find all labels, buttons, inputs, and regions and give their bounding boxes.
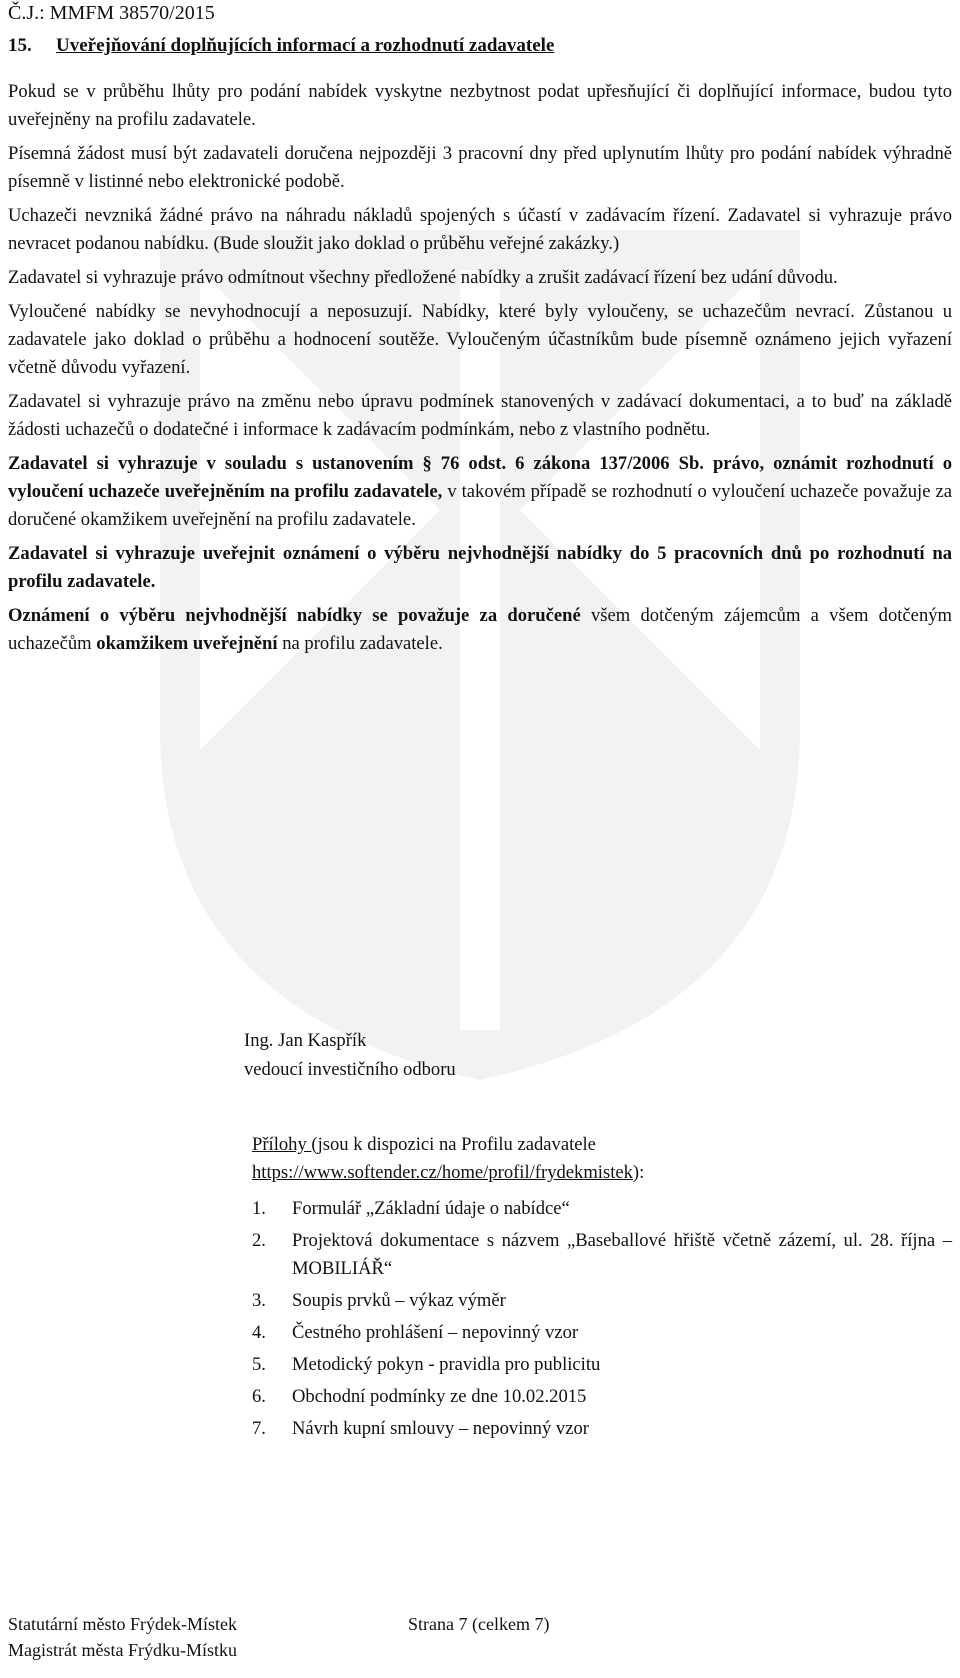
selection-delivery-text-1: všem dotčeným zájemcům a všem dotčeným uchazečům	[8, 605, 952, 654]
list-item	[252, 1351, 952, 1379]
profile-link[interactable]: https://www.softender.cz/home/profil/frydekmistek	[252, 1162, 633, 1183]
list-item-text: Čestného prohlášení – nepovinný vzor	[292, 1322, 579, 1343]
attachments-intro: (jsou k dispozici na Profilu zadavatele	[311, 1134, 596, 1155]
footer-office: Magistrát města Frýdku-Místku	[8, 1640, 237, 1660]
attachments-outro: ):	[632, 1162, 645, 1183]
list-item	[252, 1227, 952, 1283]
paragraph-selection-publication	[8, 540, 952, 596]
list-item-text: Metodický pokyn - pravidla pro publicitu	[292, 1354, 601, 1375]
list-item-number: 7.	[252, 1418, 266, 1439]
list-item	[252, 1319, 952, 1347]
list-item-number: 4.	[252, 1322, 266, 1343]
paragraph-reject-all: Zadavatel si vyhrazuje právo odmítnout všechny předložené nabídky a zrušit zadávací řízení bez udání důvodu.	[8, 267, 838, 288]
list-item	[252, 1195, 952, 1223]
list-item-text: Obchodní podmínky ze dne 10.02.2015	[292, 1386, 587, 1407]
list-item	[252, 1415, 952, 1443]
list-item-text: Formulář „Základní údaje o nabídce“	[292, 1198, 570, 1219]
section-heading	[8, 35, 554, 57]
paragraph-additional-info: Pokud se v průběhu lhůty pro podání nabídek vyskytne nezbytnost podat upřesňující či doplňující informace, budou tyto uveřejněny na profilu zadavatele.	[8, 81, 952, 130]
selection-delivery-text-2: na profilu zadavatele.	[277, 633, 443, 654]
signatory-name: Ing. Jan Kaspřík	[244, 1030, 367, 1051]
exclusion-notice-rest: v takovém případě se rozhodnutí o vyloučení uchazeče považuje za doručené okamžikem uveřejnění na profilu zadavatele.	[8, 481, 952, 530]
signature-block	[244, 1026, 456, 1084]
list-item	[252, 1383, 952, 1411]
paragraph-excluded-offers: Vyloučené nabídky se nevyhodnocují a neposuzují. Nabídky, které byly vyloučeny, se uchazečům nevrací. Zůstanou u zadavatele jako doklad o průběhu a hodnocení soutěže. Vyloučeným účastníkům bude písemně oznámeno jejich vyřazení včetně důvodu vyřazení.	[8, 301, 952, 378]
document-body	[8, 78, 952, 664]
attachments-label: Přílohy	[252, 1134, 312, 1155]
paragraph-written-request: Písemná žádost musí být zadavateli doručena nejpozději 3 pracovní dny před uplynutím lhůty pro podání nabídek výhradně písemně v listinné nebo elektronické podobě.	[8, 143, 952, 192]
page-number: Strana 7 (celkem 7)	[408, 1614, 550, 1634]
list-item-number: 1.	[252, 1198, 266, 1219]
selection-delivery-bold-2: okamžikem uveřejnění	[96, 633, 278, 654]
attachments-title	[252, 1131, 952, 1187]
footer-city: Statutární město Frýdek-Místek	[8, 1614, 237, 1634]
section-number: 15.	[8, 35, 32, 56]
list-item-text: Návrh kupní smlouvy – nepovinný vzor	[292, 1418, 589, 1439]
selection-publication-bold: Zadavatel si vyhrazuje uveřejnit oznámení o výběru nejvhodnější nabídky do 5 pracovních dnů po rozhodnutí na profilu zadavatele.	[8, 543, 952, 592]
list-item-number: 6.	[252, 1386, 266, 1407]
section-title: Uveřejňování doplňujících informací a rozhodnutí zadavatele	[56, 35, 555, 56]
document-number: Č.J.: MMFM 38570/2015	[8, 2, 215, 24]
attachments-section	[252, 1131, 952, 1447]
exclusion-notice-bold: Zadavatel si vyhrazuje v souladu s ustanovením § 76 odst. 6 zákona 137/2006 Sb. právo, oznámit rozhodnutí o vyloučení uchazeče uveřejněním na profilu zadavatele,	[8, 453, 952, 502]
page-footer	[8, 1611, 952, 1663]
paragraph-no-compensation: Uchazeči nevzniká žádné právo na náhradu nákladů spojených s účastí v zadávacím řízení. Zadavatel si vyhrazuje právo nevracet podanou nabídku. (Bude sloužit jako doklad o průběhu veřejné zakázky.)	[8, 205, 952, 254]
attachments-list	[252, 1195, 952, 1443]
paragraph-change-conditions: Zadavatel si vyhrazuje právo na změnu nebo úpravu podmínek stanovených v zadávací dokumentaci, a to buď na základě žádosti uchazečů o dodatečné i informace k zadávacím podmínkám, nebo z vlastního podnětu.	[8, 391, 952, 440]
list-item	[252, 1287, 952, 1315]
list-item-number: 2.	[252, 1230, 266, 1251]
list-item-text: Projektová dokumentace s názvem „Baseballové hřiště včetně zázemí, ul. 28. října – MOBILIÁŘ“	[292, 1230, 952, 1279]
paragraph-exclusion-notice	[8, 450, 952, 534]
list-item-number: 3.	[252, 1290, 266, 1311]
selection-delivery-bold-1: Oznámení o výběru nejvhodnější nabídky se považuje za doručené	[8, 605, 581, 626]
signatory-title: vedoucí investičního odboru	[244, 1059, 456, 1080]
list-item-number: 5.	[252, 1354, 266, 1375]
list-item-text: Soupis prvků – výkaz výměr	[292, 1290, 506, 1311]
paragraph-selection-delivery	[8, 602, 952, 658]
